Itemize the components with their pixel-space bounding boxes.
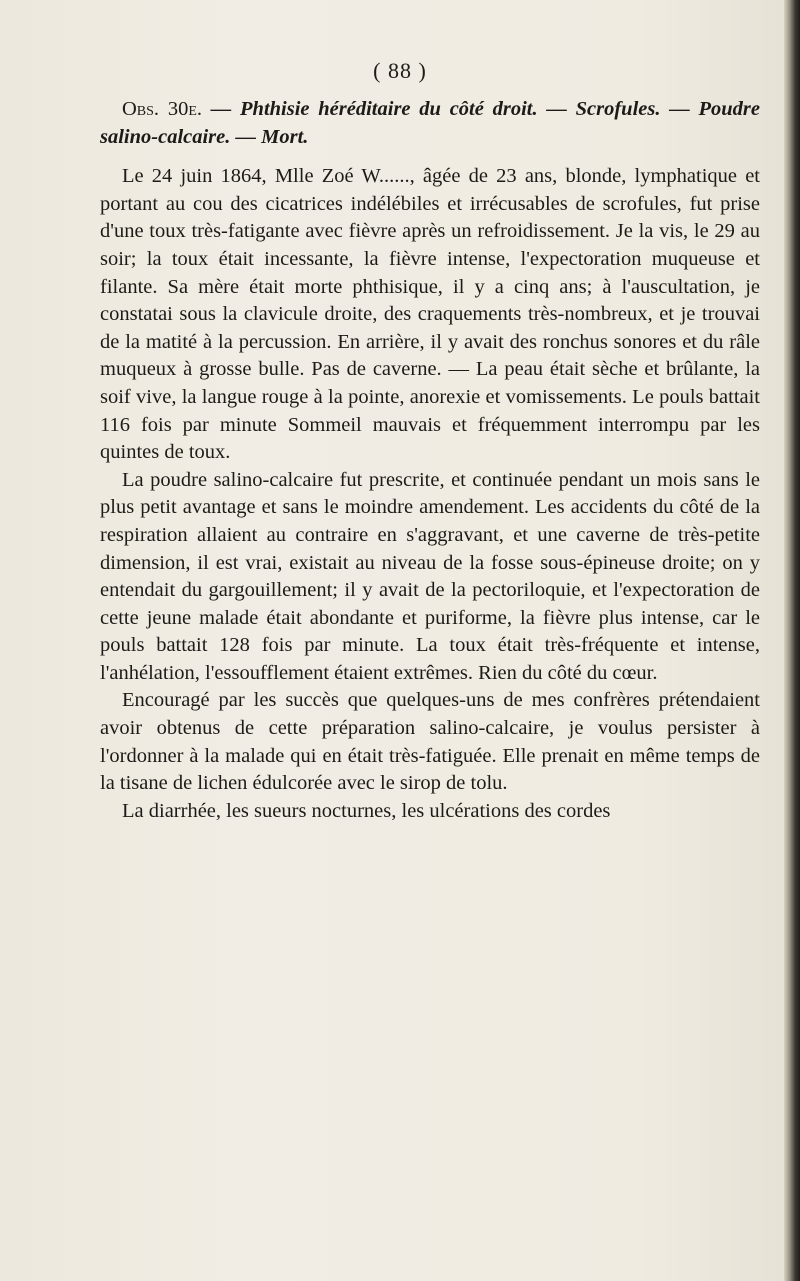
paragraph-1: Le 24 juin 1864, Mlle Zoé W......, âgée de 23 ans, blonde, lymphatique et portant au cou des cicatrices indélébiles et irrécusables de scrofules, fut prise d'une toux très-fatigante avec fièvre après un refroidissement. Je la vis, le 29 au soir; la toux était incessante, la fièvre intense, l'expectoration muqueuse et filante. Sa mère était morte phthisique, il y a cinq ans; à l'auscultation, je constatai sous la clavicule droite, des craquements très-nombreux, et je trouvai de la matité à la percussion. En arrière, il y avait des ronchus sonores et du râle muqueux à grosse bulle. Pas de caverne. — La peau était sèche et brûlante, la soif vive, la langue rouge à la pointe, anorexie et vomissements. Le pouls battait 116 fois par minute Sommeil mauvais et fréquemment interrompu par les quintes de toux. bbox=[100, 165, 760, 464]
paragraph-3: Encouragé par les succès que quelques-uns de mes confrères prétendaient avoir obtenus de cette préparation salino-calcaire, je voulus persister à l'ordonner à la malade qui en était très-fatiguée. Elle prenait en même temps de la tisane de lichen édulcorée avec le sirop de tolu. bbox=[100, 689, 760, 795]
text-body bbox=[100, 96, 760, 825]
observation-heading bbox=[100, 96, 760, 151]
page-edge-shadow bbox=[784, 0, 800, 1281]
paragraph-4: La diarrhée, les sueurs nocturnes, les ulcérations des cordes bbox=[122, 799, 611, 822]
observation-title: — Phthisie héréditaire du côté droit. — Scrofules. — Poudre salino-calcaire. — Mort. bbox=[100, 98, 760, 148]
paragraph-2: La poudre salino-calcaire fut prescrite, et continuée pendant un mois sans le plus petit avantage et sans le moindre amendement. Les accidents du côté de la respiration allaient au contraire en s'aggravant, et une caverne de très-petite dimension, il est vrai, existait au niveau de la fosse sous-épineuse droite; on y entendait du gargouillement; il y avait de la pectoriloquie, et l'expectoration de cette jeune malade était abondante et puriforme, la fièvre plus intense, car le pouls battait 128 fois par minute. La toux était très-fréquente et intense, l'anhélation, l'essoufflement étaient extrêmes. Rien du côté du cœur. bbox=[100, 468, 760, 684]
page-number: ( 88 ) bbox=[373, 58, 427, 83]
observation-label: Obs. 30e. bbox=[122, 98, 202, 120]
